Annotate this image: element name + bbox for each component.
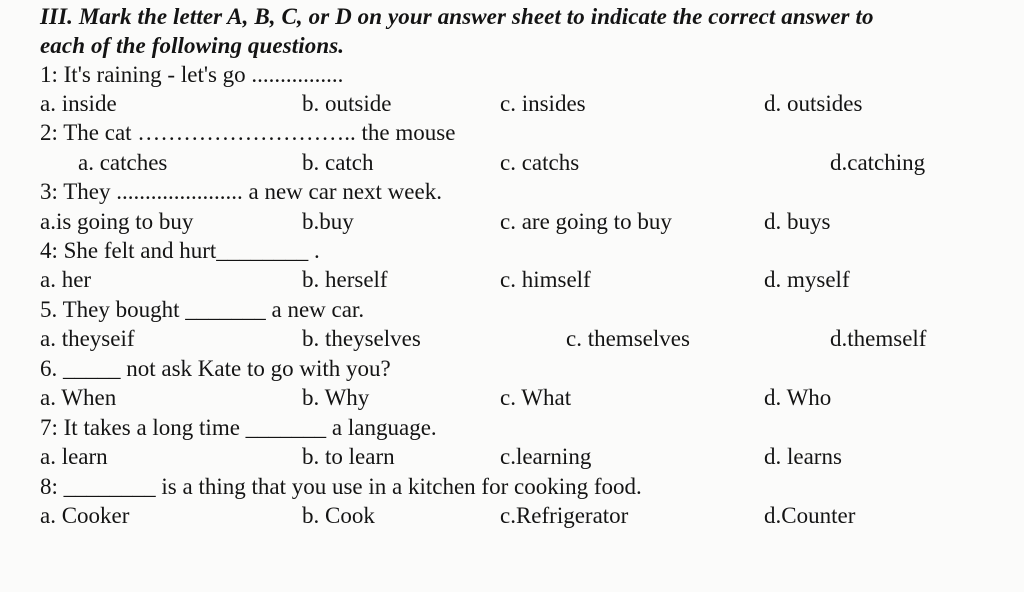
- question-8-option-a: a. Cooker: [40, 503, 130, 528]
- question-2-option-a: a. catches: [78, 150, 168, 175]
- question-4-stem: 4: She felt and hurt________ .: [40, 238, 320, 263]
- question-5-option-b: b. theyselves: [302, 326, 421, 351]
- question-7-stem: 7: It takes a long time _______ a language.: [40, 415, 437, 440]
- question-7-option-a: a. learn: [40, 444, 108, 469]
- question-4-option-d: d. myself: [764, 267, 850, 292]
- question-4-option-c: c. himself: [500, 267, 591, 292]
- question-4-option-b: b. herself: [302, 267, 388, 292]
- question-7-option-b: b. to learn: [302, 444, 395, 469]
- question-1-stem: 1: It's raining - let's go ................: [40, 62, 344, 87]
- question-3-stem: 3: They ...................... a new car next week.: [40, 179, 442, 204]
- question-7-option-d: d. learns: [764, 444, 842, 469]
- question-1-option-d: d. outsides: [764, 91, 863, 116]
- question-5-option-a: a. theyseif: [40, 326, 135, 351]
- question-8-option-c: c.Refrigerator: [500, 503, 629, 528]
- question-8-option-b: b. Cook: [302, 503, 375, 528]
- question-5-option-c: c. themselves: [566, 326, 690, 351]
- question-7-option-c: c.learning: [500, 444, 592, 469]
- section-heading-line-1: III. Mark the letter A, B, C, or D on your answer sheet to indicate the correct answer to: [40, 4, 874, 29]
- question-2-option-d: d.catching: [830, 150, 926, 175]
- section-heading-line-2: each of the following questions.: [40, 33, 345, 58]
- question-6-option-b: b. Why: [302, 385, 370, 410]
- question-1-option-a: a. inside: [40, 91, 117, 116]
- question-1-option-b: b. outside: [302, 91, 392, 116]
- question-3-option-c: c. are going to buy: [500, 209, 672, 234]
- question-2-stem: 2: The cat ……………………….. the mouse: [40, 120, 456, 145]
- question-1-option-c: c. insides: [500, 91, 586, 116]
- question-8-stem: 8: ________ is a thing that you use in a kitchen for cooking food.: [40, 474, 642, 499]
- question-2-option-c: c. catchs: [500, 150, 580, 175]
- question-2-option-b: b. catch: [302, 150, 374, 175]
- question-5-option-d: d.themself: [830, 326, 927, 351]
- question-6-stem: 6. _____ not ask Kate to go with you?: [40, 356, 391, 381]
- question-3-option-b: b.buy: [302, 209, 354, 234]
- question-5-stem: 5. They bought _______ a new car.: [40, 297, 365, 322]
- question-3-option-a: a.is going to buy: [40, 209, 194, 234]
- question-3-option-d: d. buys: [764, 209, 831, 234]
- question-6-option-c: c. What: [500, 385, 572, 410]
- question-8-option-d: d.Counter: [764, 503, 856, 528]
- question-4-option-a: a. her: [40, 267, 92, 292]
- question-6-option-a: a. When: [40, 385, 117, 410]
- question-6-option-d: d. Who: [764, 385, 832, 410]
